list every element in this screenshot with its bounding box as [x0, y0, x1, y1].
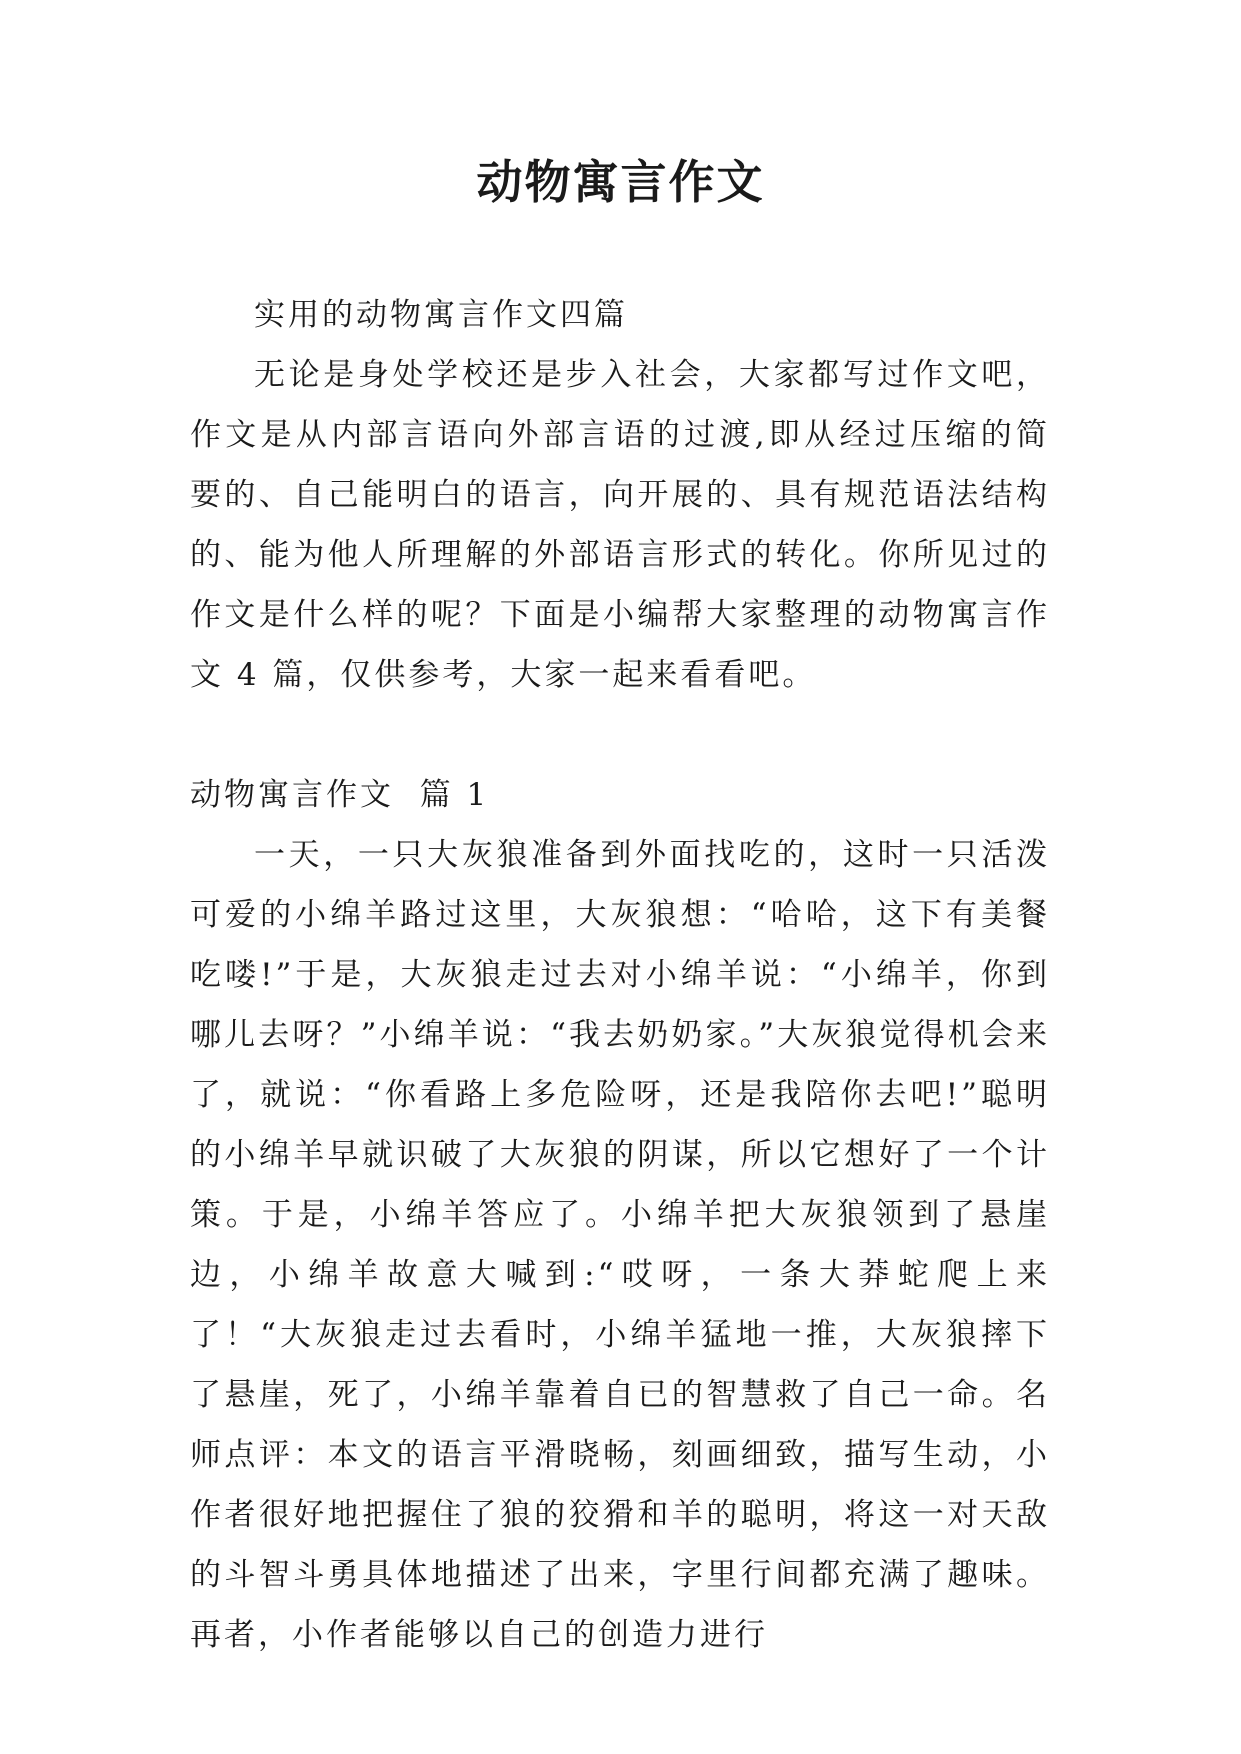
document-body [190, 285, 1050, 1665]
section-body-paragraph: 一天，一只大灰狼准备到外面找吃的，这时一只活泼可爱的小绵羊路过这里，大灰狼想：“哈哈，这下有美餐吃喽!”于是，大灰狼走过去对小绵羊说：“小绵羊，你到哪儿去呀？”小绵羊说：“我去奶奶家。”大灰狼觉得机会来了，就说：“你看路上多危险呀，还是我陪你去吧!”聪明的小绵羊早就识破了大灰狼的阴谋，所以它想好了一个计策。于是，小绵羊答应了。小绵羊把大灰狼领到了悬崖边，小绵羊故意大喊到:“哎呀，一条大莽蛇爬上来了！“大灰狼走过去看时，小绵羊猛地一推，大灰狼摔下了悬崖，死了，小绵羊靠着自已的智慧救了自己一命。名师点评：本文的语言平滑晓畅，刻画细致，描写生动，小作者很好地把握住了狼的狡猾和羊的聪明，将这一对天敌的斗智斗勇具体地描述了出来，字里行间都充满了趣味。再者，小作者能够以自己的创造力进行 [190, 837, 1050, 1653]
document-title: 动物寓言作文 [476, 155, 765, 209]
intro-paragraph: 无论是身处学校还是步入社会，大家都写过作文吧，作文是从内部言语向外部言语的过渡,即从经过压缩的简要的、自己能明白的语言，向开展的、具有规范语法结构的、能为他人所理解的外部语言形式的转化。你所见过的作文是什么样的呢？下面是小编帮大家整理的动物寓言作文 4 篇，仅供参考，大家一起来看看吧。 [190, 357, 1050, 693]
section-heading: 动物寓言作文 篇 1 [190, 777, 490, 813]
document-subtitle: 实用的动物寓言作文四篇 [254, 297, 628, 333]
